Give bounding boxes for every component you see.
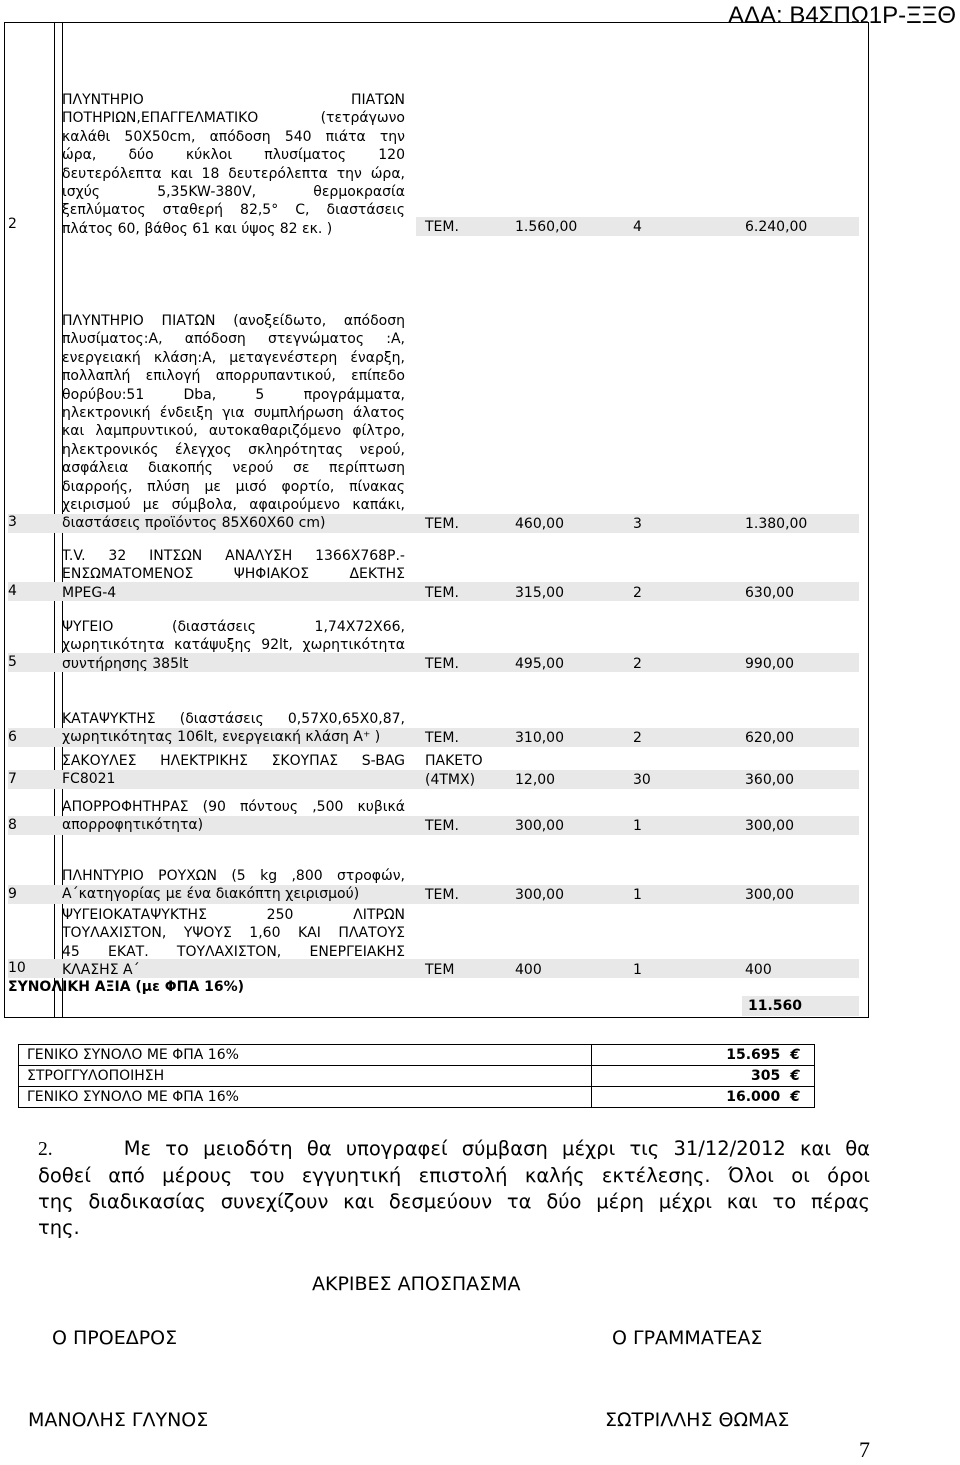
item-qty: 2 [633, 656, 642, 672]
summary-value: 16.000 € [592, 1087, 815, 1108]
item-qty: 1 [633, 818, 642, 834]
summary-row [19, 1066, 815, 1087]
item-description: ΚΑΤΑΨΥΚΤΗΣ (διαστάσεις 0,57Χ0,65Χ0,87, χωρητικότητας 106lt, ενεργειακή κλάση Α⁺ ) [62, 711, 405, 746]
item-unit: ΤΕΜ. [425, 887, 459, 903]
ada-code: ΑΔΑ: Β4ΣΠΩ1Ρ-ΞΞΘ [727, 2, 956, 29]
terms-paragraph: 2. Με το μειοδότη θα υπογραφεί σύμβαση μέχρι τις 31/12/2012 και θα δοθεί από μέρους του εγγυητική επιστολή καλής εκτέλεσης. Όλοι οι όροι της διαδικασίας συνεχίζουν και δεσμεύουν τα δύο μέρη μέχρι και το πέρας της. [38, 1137, 870, 1239]
item-price: 495,00 [515, 656, 564, 672]
item-number: 4 [8, 583, 17, 599]
item-price: 12,00 [515, 772, 556, 788]
paragraph-number: 2. [38, 1139, 53, 1160]
item-total: 300,00 [745, 887, 794, 903]
item-unit: ΤΕΜ. [425, 219, 459, 235]
item-unit: ΤΕΜ. [425, 818, 459, 834]
item-price: 1.560,00 [515, 219, 578, 235]
item-description: ΠΛΗΝΤΥΡΙΟ ΡΟΥΧΩΝ (5 kg ,800 στροφών, Α΄κατηγορίας με ένα διακόπτη χειρισμού) [62, 868, 405, 903]
summary-value: 305 € [592, 1066, 815, 1087]
item-price: 400 [515, 962, 542, 978]
item-total: 1.380,00 [745, 516, 808, 532]
item-price: 460,00 [515, 516, 564, 532]
summary-label: ΓΕΝΙΚΟ ΣΥΝΟΛΟ ΜΕ ΦΠΑ 16% [19, 1045, 592, 1066]
item-number: 6 [8, 729, 17, 745]
summary-label: ΣΤΡΟΓΓΥΛΟΠΟΙΗΣΗ [19, 1066, 592, 1087]
summary-table [18, 1044, 815, 1108]
item-description: ΨΥΓΕΙΟΚΑΤΑΨΥΚΤΗΣ 250 ΛΙΤΡΩΝ ΤΟΥΛΑΧΙΣΤΟΝ, ΥΨΟΥΣ 1,60 ΚΑΙ ΠΛΑΤΟΥΣ 45 ΕΚΑΤ. ΤΟΥΛΑΧΙΣΤΟΝ, ΕΝΕΡΓΕΙΑΚΗΣ ΚΛΑΣΗΣ Α΄ [62, 907, 405, 979]
item-number: 10 [8, 960, 26, 976]
summary-label: ΓΕΝΙΚΟ ΣΥΝΟΛΟ ΜΕ ΦΠΑ 16% [19, 1087, 592, 1108]
item-total: 6.240,00 [745, 219, 808, 235]
item-number: 9 [8, 886, 17, 902]
item-qty: 1 [633, 887, 642, 903]
item-price: 300,00 [515, 818, 564, 834]
item-unit: ΤΕΜ. [425, 730, 459, 746]
item-total: 990,00 [745, 656, 794, 672]
item-number: 2 [8, 216, 17, 232]
item-number: 8 [8, 817, 17, 833]
item-description: ΠΛΥΝΤΗΡΙΟ ΠΙΑΤΩΝ (ανοξείδωτο, απόδοση πλυσίματος:Α, απόδοση στεγνώματος :Α, ενεργειακή κλάση:Α, μεταγενέστερη έναρξη, πολλαπλή επιλογή απορρυπαντικού, επίπεδο θορύβου:51 Dba, 5 προγράμματα, ηλεκτρονική ένδειξη για συμπλήρωση άλατος και λαμπρυντικού, αυτοκαθαριζόμενο φίλτρο, ηλεκτρονικός έλεγχος σκληρότητας νερού, ασφάλεια διακοπής νερού σε περίπτωση διαρροής, πλύση με μισό φορτίο, πίνακας χειρισμού με σύμβολα, αφαιρούμενο καπάκι, διαστάσεις προϊόντος 85Χ60Χ60 cm) [62, 313, 405, 532]
item-description: ΑΠΟΡΡΟΦΗΤΗΡΑΣ (90 πόντους ,500 κυβικά απορροφητικότητα) [62, 799, 405, 834]
item-price: 300,00 [515, 887, 564, 903]
president-name: ΜΑΝΟΛΗΣ ΓΛΥΝΟΣ [28, 1409, 209, 1431]
item-price: 310,00 [515, 730, 564, 746]
item-total: 360,00 [745, 772, 794, 788]
item-total: 620,00 [745, 730, 794, 746]
page-number: 7 [859, 1437, 870, 1462]
item-unit: ΤΕΜ. [425, 516, 459, 532]
summary-value: 15.695 € [592, 1045, 815, 1066]
euro-symbol: € [790, 1089, 800, 1105]
summary-row [19, 1087, 815, 1108]
item-description: ΠΛΥΝΤΗΡΙΟ ΠΙΑΤΩΝ ΠΟΤΗΡΙΩΝ,ΕΠΑΓΓΕΛΜΑΤΙΚΟ (τετράγωνο καλάθι 50Χ50cm, απόδοση 540 πιάτα την ώρα, δύο κύκλοι πλυσίματος 120 δευτερόλεπτα και 18 δευτερόλεπτα την ώρα, ισχύς 5,35KW-380V, θερμοκρασία ξεπλύματος σταθερή 82,5° C, διαστάσεις πλάτος 60, βάθος 61 και ύψος 82 εκ. ) [62, 92, 405, 237]
item-number: 7 [8, 771, 17, 787]
item-total: 630,00 [745, 585, 794, 601]
item-number: 3 [8, 514, 17, 530]
euro-symbol: € [790, 1068, 800, 1084]
item-qty: 2 [633, 585, 642, 601]
item-price: 315,00 [515, 585, 564, 601]
item-qty: 30 [633, 772, 651, 788]
total-value: 11.560 [748, 998, 803, 1014]
item-qty: 3 [633, 516, 642, 532]
item-description: ΣΑΚΟΥΛΕΣ ΗΛΕΚΤΡΙΚΗΣ ΣΚΟΥΠΑΣ S-BAG FC8021 [62, 753, 405, 788]
item-description: ΨΥΓΕΙΟ (διαστάσεις 1,74Χ72Χ66, χωρητικότητα κατάψυξης 92lt, χωρητικότητα συντήρησης 385lt [62, 619, 405, 672]
item-description: T.V. 32 ΙΝΤΣΩΝ ΑΝΑΛΥΣΗ 1366Χ768Ρ.- ΕΝΣΩΜΑΤΟΜΕΝΟΣ ΨΗΦΙΑΚΟΣ ΔΕΚΤΗΣ MPEG-4 [62, 548, 405, 601]
item-unit: ΤΕΜ. [425, 656, 459, 672]
item-unit: ΠΑΚΕΤΟ [425, 753, 483, 769]
item-qty: 4 [633, 219, 642, 235]
euro-symbol: € [790, 1047, 800, 1063]
president-title: Ο ΠΡΟΕΔΡΟΣ [52, 1327, 178, 1349]
item-unit: ΤΕΜ [425, 962, 455, 978]
extract-heading: ΑΚΡΙΒΕΣ ΑΠΟΣΠΑΣΜΑ [312, 1273, 521, 1295]
item-total: 400 [745, 962, 772, 978]
item-number: 5 [8, 654, 17, 670]
item-qty: 2 [633, 730, 642, 746]
summary-row [19, 1045, 815, 1066]
secretary-title: Ο ΓΡΑΜΜΑΤΕΑΣ [612, 1327, 763, 1349]
secretary-name: ΣΩΤΡΙΛΛΗΣ ΘΩΜΑΣ [605, 1409, 790, 1431]
item-qty: 1 [633, 962, 642, 978]
total-label: ΣΥΝΟΛΙΚΗ ΑΞΙΑ (με ΦΠΑ 16%) [8, 979, 245, 995]
item-unit-detail: (4ΤΜΧ) [425, 772, 476, 788]
item-unit: ΤΕΜ. [425, 585, 459, 601]
item-total: 300,00 [745, 818, 794, 834]
